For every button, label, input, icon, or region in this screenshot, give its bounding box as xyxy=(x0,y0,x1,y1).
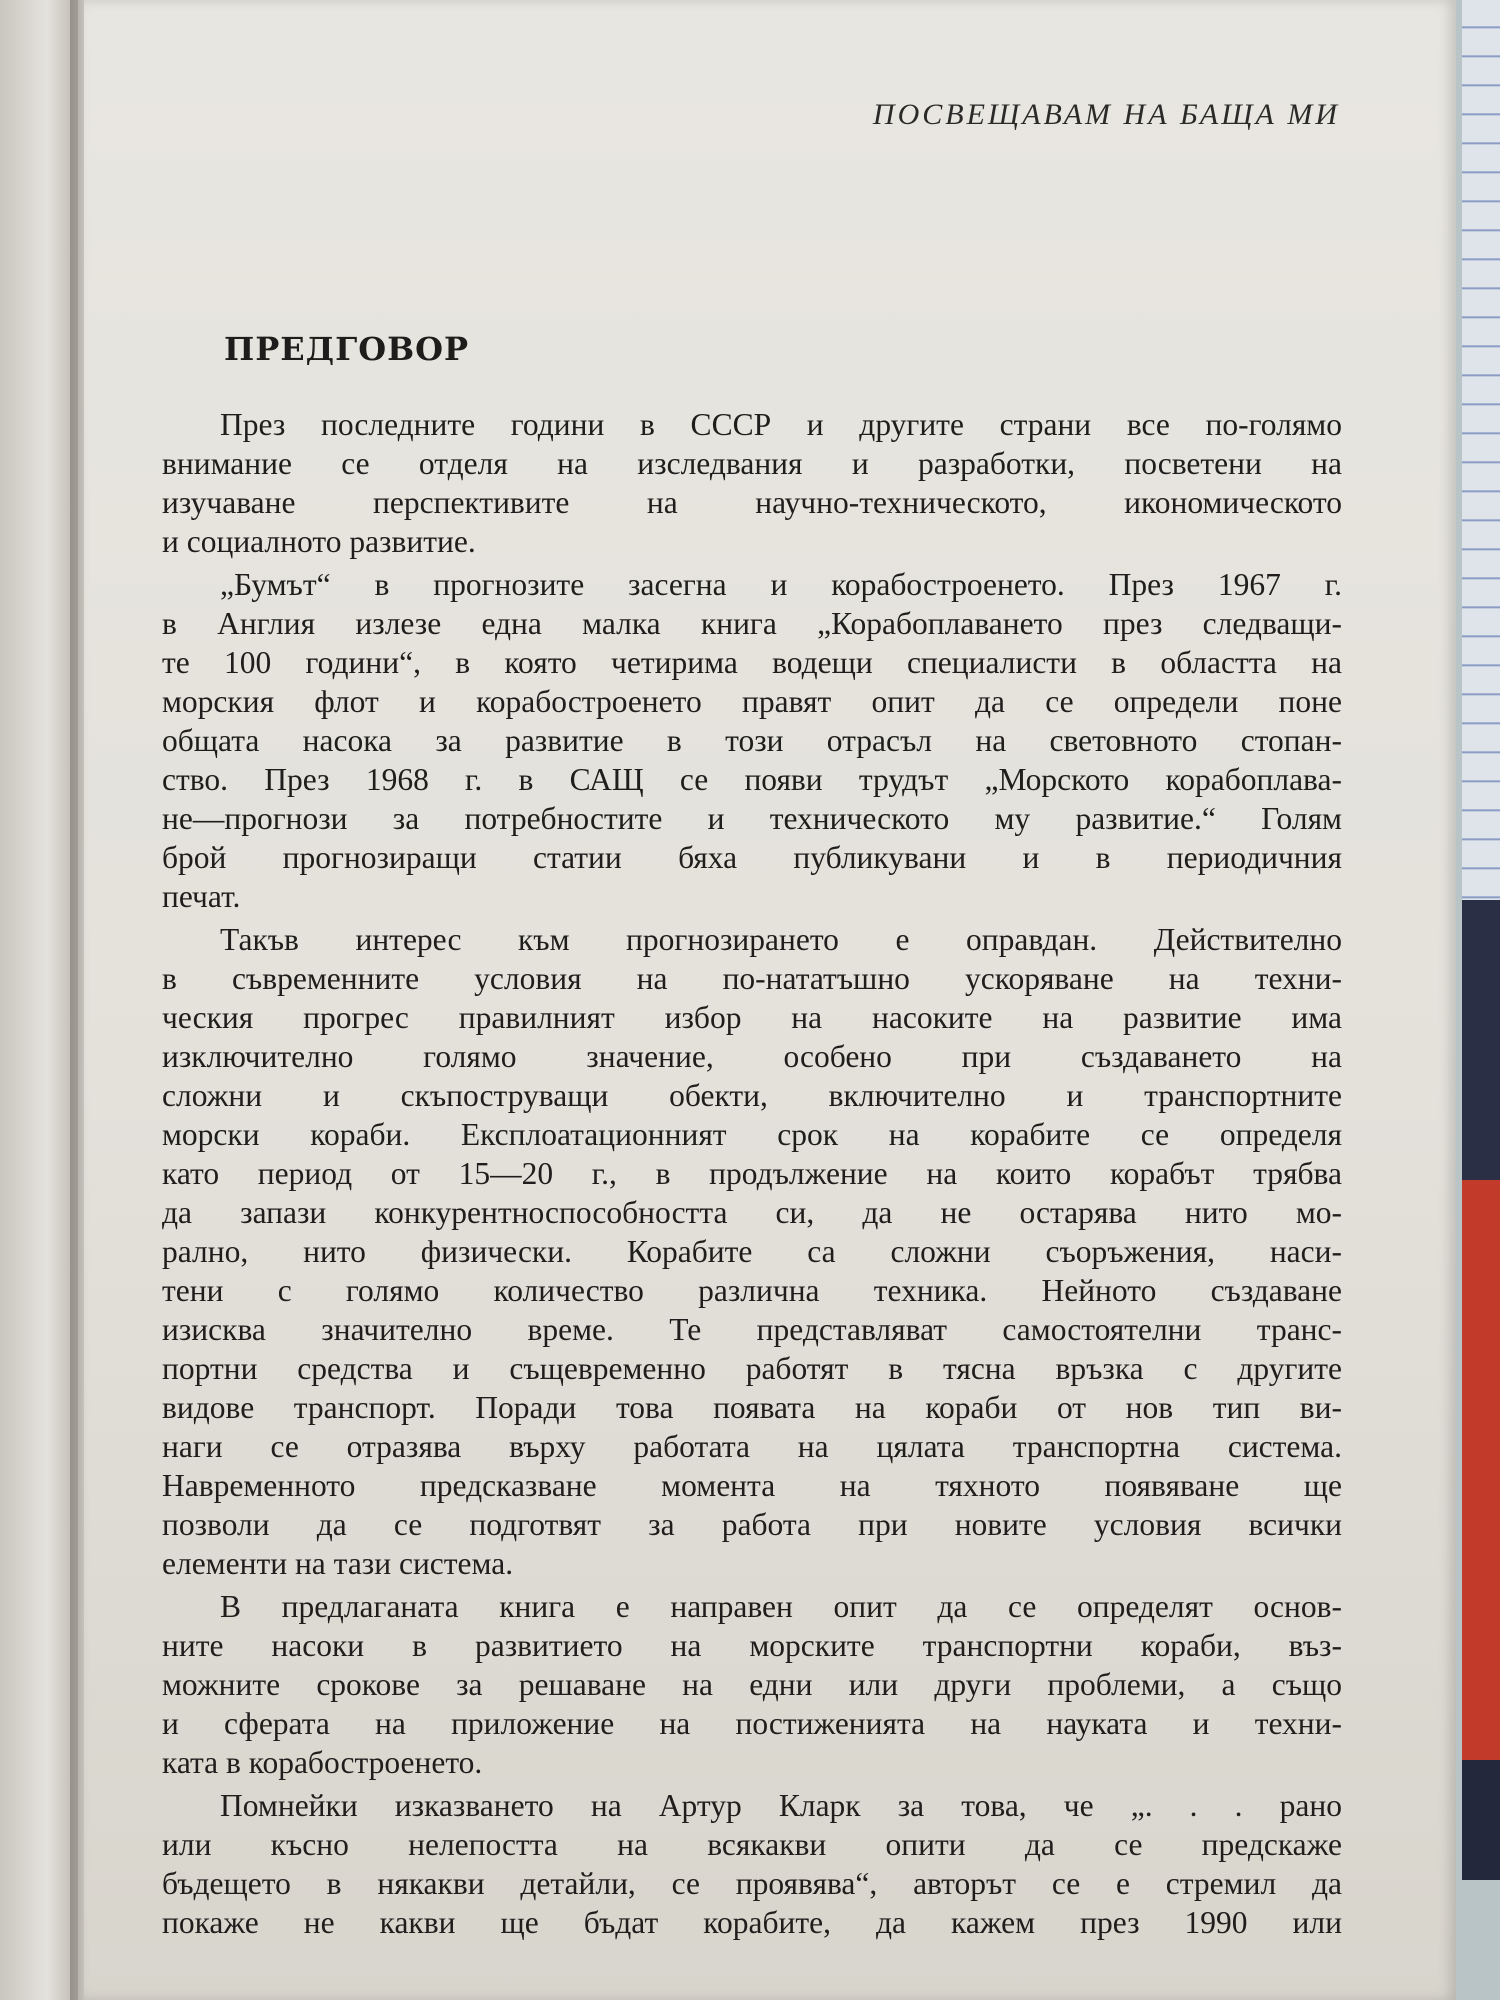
text-line: изключително голямо значение, особено при създаването на xyxy=(162,1039,1342,1074)
cover-stripe-navy-lower xyxy=(1462,1760,1500,1880)
text-line: ство. През 1968 г. в САЩ се появи трудът „Морското корабоплава- xyxy=(162,762,1342,797)
body-text xyxy=(162,405,1342,1946)
text-line: морския флот и корабостроенето правят опит да се определи поне xyxy=(162,684,1342,719)
cover-stripe-navy xyxy=(1462,900,1500,1180)
text-line: покаже не какви ще бъдат корабите, да кажем през 1990 или xyxy=(162,1905,1342,1940)
text-line: бъдещето в някакви детайли, се проявява“, авторът се е стремил да xyxy=(162,1866,1342,1901)
cover-stripe-red xyxy=(1462,1180,1500,1760)
left-page-edge xyxy=(0,0,78,2000)
text-line: елементи на тази система. xyxy=(162,1546,514,1581)
text-line: видове транспорт. Поради това появата на кораби от нов тип ви- xyxy=(162,1390,1342,1425)
text-line: не—прогнози за потребностите и техническото му развитие.“ Голям xyxy=(162,801,1342,836)
text-line: Такъв интерес към прогнозирането е оправдан. Действително xyxy=(220,922,1342,957)
text-line: в Англия излезе една малка книга „Корабоплаването през следващи- xyxy=(162,606,1342,641)
paragraph xyxy=(162,405,1342,561)
text-line: те 100 години“, в която четирима водещи специалисти в областта на xyxy=(162,645,1342,680)
text-line: като период от 15—20 г., в продължение на които корабът трябва xyxy=(162,1156,1342,1191)
text-line: или късно нелепостта на всякакви опити да се предскаже xyxy=(162,1827,1342,1862)
text-line: изучаване перспективите на научно-техническото, икономическото xyxy=(162,485,1342,520)
text-line: тени с голямо количество различна техника. Нейното създаване xyxy=(162,1273,1342,1308)
text-line: изисква значително време. Те представляват самостоятелни транс- xyxy=(162,1312,1342,1347)
text-line: внимание се отделя на изследвания и разработки, посветени на xyxy=(162,446,1342,481)
text-line: портни средства и същевременно работят в тясна връзка с другите xyxy=(162,1351,1342,1386)
text-line: рално, нито физически. Корабите са сложни съоръжения, наси- xyxy=(162,1234,1342,1269)
text-line: и социалното развитие. xyxy=(162,524,476,559)
text-line: През последните години в СССР и другите страни все по-голямо xyxy=(220,407,1342,442)
paragraph xyxy=(162,565,1342,916)
text-line: общата насока за развитие в този отрасъл на световното стопан- xyxy=(162,723,1342,758)
text-line: можните срокове за решаване на едни или други проблеми, а също xyxy=(162,1667,1342,1702)
text-line: „Бумът“ в прогнозите засегна и корабостроенето. През 1967 г. xyxy=(220,567,1342,602)
page-title: ПРЕДГОВОР xyxy=(224,330,470,368)
text-line: и сферата на приложение на постиженията на науката и техни- xyxy=(162,1706,1342,1741)
notebook-background xyxy=(1462,0,1500,900)
text-line: в съвременните условия на по-нататъшно ускоряване на техни- xyxy=(162,961,1342,996)
text-line: позволи да се подготвят за работа при новите условия всички xyxy=(162,1507,1342,1542)
paragraph xyxy=(162,920,1342,1583)
text-line: Помнейки изказването на Артур Кларк за това, че „. . . рано xyxy=(220,1788,1342,1823)
text-line: Навременното предсказване момента на тяхното появяване ще xyxy=(162,1468,1342,1503)
text-line: ческия прогрес правилният избор на насоките на развитие има xyxy=(162,1000,1342,1035)
text-line: ните насоки в развитието на морските транспортни кораби, въз- xyxy=(162,1628,1342,1663)
text-line: ката в корабостроенето. xyxy=(162,1745,483,1780)
text-line: наги се отразява върху работата на цялата транспортна система. xyxy=(162,1429,1342,1464)
paragraph xyxy=(162,1786,1342,1942)
paragraph xyxy=(162,1587,1342,1782)
text-line: брой прогнозиращи статии бяха публикувани и в периодичния xyxy=(162,840,1342,875)
dedication: ПОСВЕЩАВАМ НА БАЩА МИ xyxy=(872,98,1340,131)
text-line: да запази конкурентноспособността си, да не остарява нито мо- xyxy=(162,1195,1342,1230)
text-line: сложни и скъпоструващи обекти, включително и транспортните xyxy=(162,1078,1342,1113)
text-line: печат. xyxy=(162,879,241,914)
text-line: В предлаганата книга е направен опит да се определят основ- xyxy=(220,1589,1342,1624)
text-line: морски кораби. Експлоатационният срок на корабите се определя xyxy=(162,1117,1342,1152)
